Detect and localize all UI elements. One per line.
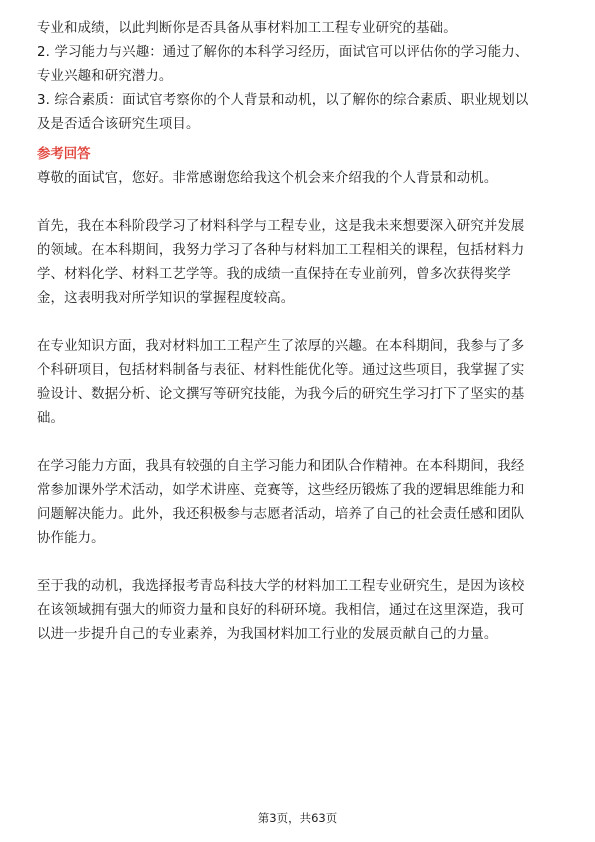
page-content bbox=[37, 17, 559, 647]
paragraph-line: 金，这表明我对所学知识的掌握程度较高。 bbox=[37, 291, 295, 306]
paragraph-line: 验设计、数据分析、论文撰写等研究技能，为我今后的研究生学习打下了坚实的基 bbox=[37, 387, 525, 402]
paragraph-line: 常参加课外学术活动，如学术讲座、竞赛等，这些经历锻炼了我的逻辑思维能力和 bbox=[37, 483, 525, 498]
paragraph-line: 在学习能力方面，我具有较强的自主学习能力和团队合作精神。在本科期间，我经 bbox=[37, 459, 525, 474]
paragraph-gap bbox=[37, 431, 559, 455]
paragraph-line: 个科研项目，包括材料制备与表征、材料性能优化等。通过这些项目，我掌握了实 bbox=[37, 363, 525, 378]
paragraph-line: 的领域。在本科期间，我努力学习了各种与材料加工工程相关的课程，包括材料力 bbox=[37, 243, 525, 258]
paragraph-motivation bbox=[37, 575, 559, 647]
intro-line: 专业兴趣和研究潜力。 bbox=[37, 69, 173, 84]
paragraph-line: 以进一步提升自己的专业素养，为我国材料加工行业的发展贡献自己的力量。 bbox=[37, 627, 498, 642]
intro-section bbox=[37, 17, 559, 137]
page-number-footer: 第3页，共63页 bbox=[257, 811, 338, 825]
paragraph-ability bbox=[37, 455, 559, 551]
paragraph-knowledge bbox=[37, 335, 559, 431]
answer-heading: 参考回答 bbox=[37, 147, 91, 162]
intro-line: 专业和成绩，以此判断你是否具备从事材料加工工程专业研究的基础。 bbox=[37, 21, 457, 36]
paragraph-line: 础。 bbox=[37, 411, 65, 426]
paragraph-line: 问题解决能力。此外，我还积极参与志愿者活动，培养了自己的社会责任感和团队 bbox=[37, 507, 525, 522]
paragraph-gap bbox=[37, 311, 559, 335]
paragraph-line: 至于我的动机，我选择报考青岛科技大学的材料加工工程专业研究生，是因为该校 bbox=[37, 579, 525, 594]
intro-line: 2. 学习能力与兴趣：通过了解你的本科学习经历，面试官可以评估你的学习能力、 bbox=[37, 45, 529, 60]
paragraph-line: 学、材料化学、材料工艺学等。我的成绩一直保持在专业前列，曾多次获得奖学 bbox=[37, 267, 511, 282]
paragraph-line: 在专业知识方面，我对材料加工工程产生了浓厚的兴趣。在本科期间，我参与了多 bbox=[37, 339, 525, 354]
paragraph-gap bbox=[37, 551, 559, 575]
paragraph-line: 首先，我在本科阶段学习了材料科学与工程专业，这是我未来想要深入研究并发展 bbox=[37, 219, 525, 234]
paragraph-gap bbox=[37, 191, 559, 215]
paragraph-background bbox=[37, 215, 559, 311]
greeting-line: 尊敬的面试官，您好。非常感谢您给我这个机会来介绍我的个人背景和动机。 bbox=[37, 171, 498, 186]
paragraph-line: 在该领域拥有强大的师资力量和良好的科研环境。我相信，通过在这里深造，我可 bbox=[37, 603, 525, 618]
intro-line: 及是否适合该研究生项目。 bbox=[37, 117, 200, 132]
paragraph-line: 协作能力。 bbox=[37, 531, 105, 546]
intro-line: 3. 综合素质：面试官考察你的个人背景和动机，以了解你的综合素质、职业规划以 bbox=[37, 93, 529, 108]
